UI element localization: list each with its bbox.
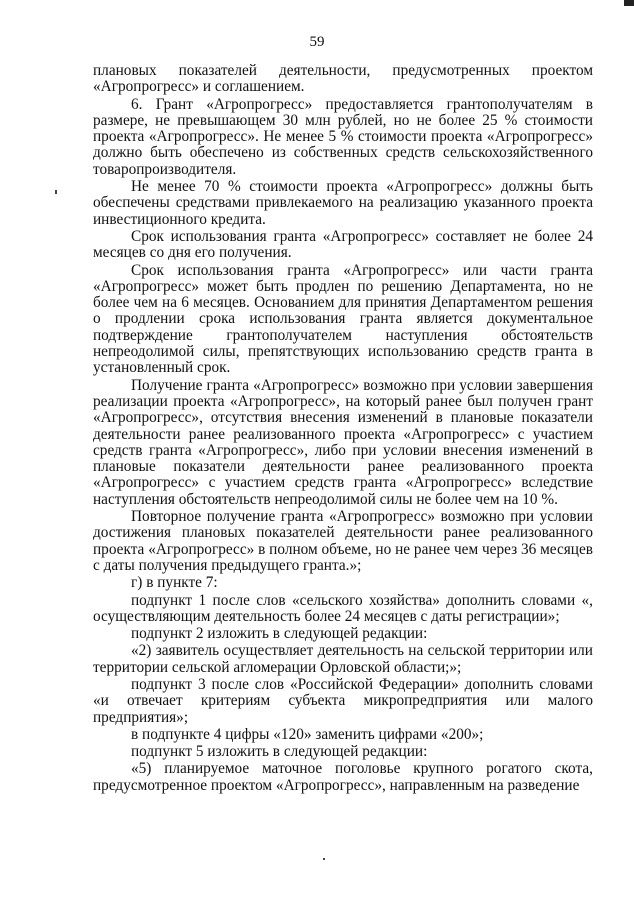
paragraph: Получение гранта «Агропрогресс» возможно при условии завершения реализации проекта «Агропрогресс», на который ранее был получен грант «Агропрогресс», отсутствия внесения изменений в плановые показатели деятельности ранее реализованного проекта «Агропрогресс» с участием средств гранта «Агропрогресс», либо при условии внесения изменений в плановые показатели деятельности ранее реализованного проекта «Агропрогресс» с участием средств гранта «Агропрогресс» вследствие наступления обстоятельств непреодолимой силы не более чем на 10 %. [93,376,593,508]
paragraph: плановых показателей деятельности, предусмотренных проектом «Агропрогресс» и соглашением. [93,62,593,96]
paragraph: подпункт 5 изложить в следующей редакции: [131,743,428,761]
paragraph: подпункт 3 после слов «Российской Федерации» дополнить словами «и отвечает критериям субъекта микропредприятия или малого предприятия»; [93,675,593,726]
paragraph: Повторное получение гранта «Агропрогресс» возможно при условии достижения плановых показателей деятельности ранее реализованного проекта «Агропрогресс» в полном объеме, но не ранее чем через 36 месяцев с даты получения предыдущего гранта.»; [93,508,593,574]
paragraph: «2) заявитель осуществляет деятельность на сельской территории или территории сельской агломерации Орловской области;»; [93,642,593,676]
scan-tick-mark [55,190,57,194]
paragraph: в подпункте 4 цифры «120» заменить цифрами «200»; [131,725,484,743]
scan-dot-mark [323,858,325,860]
paragraph: г) в пункте 7: [131,574,218,592]
document-body [93,63,593,795]
paragraph: Не менее 70 % стоимости проекта «Агропрогресс» должны быть обеспечены средствами привлекаемого на реализацию указанного проекта инвестиционного кредита. [93,178,593,228]
paragraph: Срок использования гранта «Агропрогресс» составляет не более 24 месяцев со дня его получения. [93,227,593,262]
paragraph: Срок использования гранта «Агропрогресс» или части гранта «Агропрогресс» может быть продлен по решению Департамента, но не более чем на 6 месяцев. Основанием для принятия Департаментом решения о продлении срока использования гранта является документальное подтверждение грантополучателем наступления обстоятельств непреодолимой силы, препятствующих использованию средств гранта в установленный срок. [93,261,593,377]
page-number: 59 [309,34,325,50]
paragraph: «5) планируемое маточное поголовье крупного рогатого скота, предусмотренное проектом «Агропрогресс», направленным на разведение [93,760,593,794]
paragraph: подпункт 2 изложить в следующей редакции: [131,625,428,643]
scan-corner-mark [624,0,634,6]
paragraph: 6. Грант «Агропрогресс» предоставляется грантополучателям в размере, не превышающем 30 млн рублей, но не более 25 % стоимости проекта «Агропрогресс». Не менее 5 % стоимости проекта «Агропрогресс» должно быть обеспечено из собственных средств сельскохозяйственного товаропроизводителя. [93,95,593,178]
paragraph: подпункт 1 после слов «сельского хозяйства» дополнить словами «, осуществляющим деятельность более 24 месяцев с даты регистрации»; [93,591,593,625]
